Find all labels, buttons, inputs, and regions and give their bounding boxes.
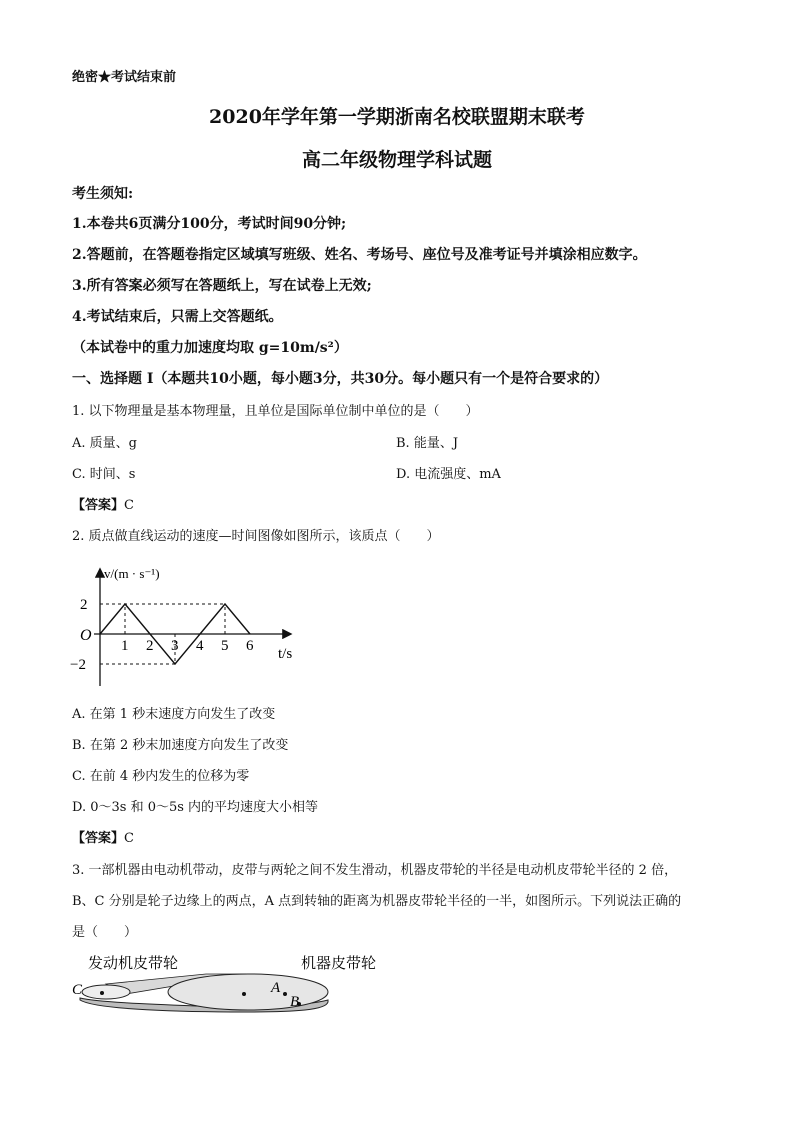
- belt-pulley-diagram: [66, 950, 377, 1020]
- point-a-dot: [283, 992, 287, 996]
- answer-value: C: [124, 498, 134, 513]
- exam-title: 2020年学年第一学期浙南名校联盟期末联考: [209, 106, 585, 128]
- x-tick-label: 1: [121, 638, 129, 654]
- answer-tag: 【答案】: [72, 498, 125, 513]
- notice-item: 1.本卷共6页满分100分，考试时间90分钟;: [72, 216, 347, 232]
- notice-heading: 考生须知:: [72, 186, 134, 202]
- y-tick-label: 2: [80, 597, 88, 613]
- origin-label: O: [80, 627, 92, 644]
- x-tick-label: 5: [221, 638, 229, 654]
- q2-option-a: A. 在第 1 秒末速度方向发生了改变: [72, 707, 276, 722]
- section-title: 一、选择题 I（本题共10小题，每小题3分，共30分。每小题只有一个是符合要求的）: [72, 371, 609, 387]
- q2-option-c: C. 在前 4 秒内发生的位移为零: [72, 769, 250, 784]
- notice-item: 2.答题前，在答题卷指定区域填写班级、姓名、考场号、座位号及准考证号并填涂相应数字。: [72, 247, 647, 263]
- x-tick-label: 6: [246, 638, 254, 654]
- x-tick-label: 4: [196, 638, 204, 654]
- x-tick-label: 3: [171, 638, 179, 654]
- q1-stem: 1. 以下物理量是基本物理量，且单位是国际单位制中单位的是（ ）: [72, 404, 479, 419]
- secret-label: 绝密★考试结束前: [72, 70, 177, 85]
- motor-pulley-label: 发动机皮带轮: [88, 956, 179, 972]
- velocity-time-chart: [68, 562, 308, 692]
- motor-axle-dot: [100, 991, 104, 995]
- machine-axle-dot: [242, 992, 246, 996]
- gravity-note: （本试卷中的重力加速度均取 g=10m/s²）: [72, 340, 348, 356]
- q2-option-b: B. 在第 2 秒末加速度方向发生了改变: [72, 738, 289, 753]
- q3-line-3: 是（ ）: [72, 925, 138, 940]
- x-tick-label: 2: [146, 638, 154, 654]
- point-b-label: B: [290, 994, 300, 1010]
- q2-option-d: D. 0～3s 和 0～5s 内的平均速度大小相等: [72, 800, 319, 815]
- exam-subtitle: 高二年级物理学科试题: [301, 149, 492, 171]
- q1-option-b: B. 能量、J: [396, 436, 459, 451]
- machine-pulley-label: 机器皮带轮: [301, 956, 377, 972]
- point-c-label: C: [72, 982, 83, 998]
- x-axis-label: t/s: [278, 646, 293, 662]
- answer-value: C: [124, 831, 134, 846]
- machine-pulley: [168, 974, 328, 1010]
- q1-option-c: C. 时间、s: [72, 467, 136, 482]
- answer-tag: 【答案】: [72, 831, 125, 846]
- y-tick-label: −2: [70, 657, 86, 673]
- q1-option-a: A. 质量、g: [72, 436, 137, 451]
- y-axis-label: v/(m · s⁻¹): [104, 566, 160, 581]
- q2-answer: [72, 827, 134, 846]
- q3-line-2: B、C 分别是轮子边缘上的两点，A 点到转轴的距离为机器皮带轮半径的一半，如图所示。下列说法正确的: [72, 894, 682, 909]
- notice-item: 3.所有答案必须写在答题纸上，写在试卷上无效;: [72, 278, 372, 294]
- motor-pulley: [82, 985, 130, 999]
- notice-item: 4.考试结束后，只需上交答题纸。: [72, 309, 283, 325]
- q2-stem: 2. 质点做直线运动的速度—时间图像如图所示，该质点（ ）: [72, 529, 440, 544]
- q3-line-1: 3. 一部机器由电动机带动，皮带与两轮之间不发生滑动，机器皮带轮的半径是电动机皮带轮半径的 2 倍，: [72, 863, 678, 878]
- q1-answer: [72, 494, 134, 513]
- point-a-label: A: [271, 980, 281, 996]
- q1-option-d: D. 电流强度、mA: [396, 467, 501, 482]
